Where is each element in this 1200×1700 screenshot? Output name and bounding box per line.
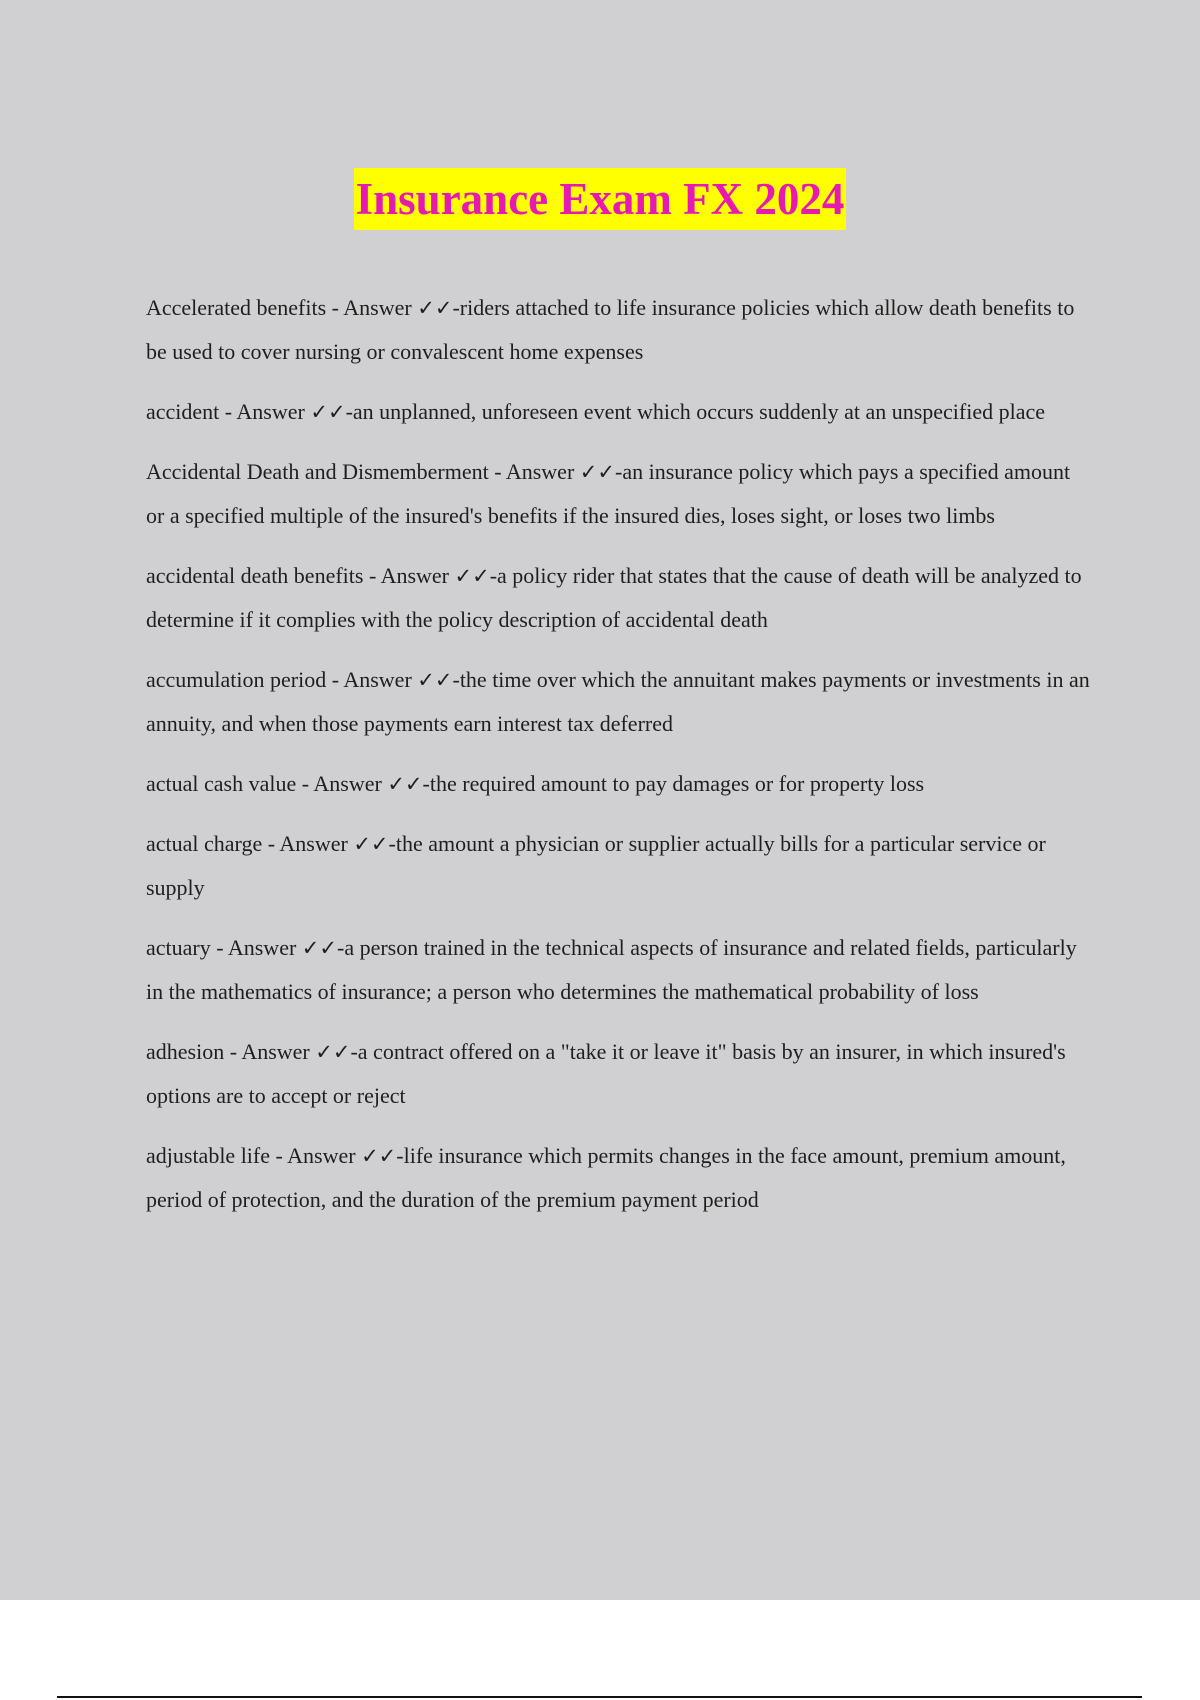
entry-term: actual charge <box>146 831 263 856</box>
answer-label: Answer <box>343 667 412 692</box>
double-check-icon: ✓✓ <box>301 936 337 960</box>
double-check-icon: ✓✓ <box>417 296 453 320</box>
double-check-icon: ✓✓ <box>579 460 615 484</box>
list-item: Accelerated benefits - Answer ✓✓-riders attached to life insurance policies which allow death benefits to be used to cover nursing or convalescent home expenses <box>146 295 1075 364</box>
entry-term: accumulation period <box>146 667 327 692</box>
entry-definition: a contract offered on a "take it or leave it" basis by an insurer, in which insured's options are to accept or reject <box>146 1039 1066 1108</box>
entry-list <box>146 286 1091 1238</box>
entry-definition: the amount a physician or supplier actually bills for a particular service or supply <box>146 831 1046 900</box>
answer-label: Answer <box>287 1143 356 1168</box>
double-check-icon: ✓✓ <box>361 1144 397 1168</box>
entry-definition: an insurance policy which pays a specified amount or a specified multiple of the insured's benefits if the insured dies, loses sight, or loses two limbs <box>146 459 1071 528</box>
answer-label: Answer <box>241 1039 310 1064</box>
entry-term: actual cash value <box>146 771 297 796</box>
double-check-icon: ✓✓ <box>310 400 346 424</box>
entry-definition: a policy rider that states that the cause of death will be analyzed to determine if it complies with the policy description of accidental death <box>146 563 1082 632</box>
answer-label: Answer <box>505 459 575 484</box>
entry-definition: a person trained in the technical aspects of insurance and related fields, particularly in the mathematics of insurance; a person who determines the mathematical probability of loss <box>146 935 1077 1004</box>
entry-term: accident <box>146 399 220 424</box>
entry-term: Accidental Death and Dismemberment <box>146 459 489 484</box>
answer-label: Answer <box>279 831 348 856</box>
entry-definition: life insurance which permits changes in the face amount, premium amount, period of protection, and the duration of the premium payment period <box>146 1143 1066 1212</box>
entry-term: accidental death benefits <box>146 563 364 588</box>
double-check-icon: ✓✓ <box>387 772 423 796</box>
double-check-icon: ✓✓ <box>417 668 453 692</box>
page-footer-area <box>0 1600 1200 1700</box>
double-check-icon: ✓✓ <box>353 832 389 856</box>
list-item: actual cash value - Answer ✓✓-the required amount to pay damages or for property loss <box>146 771 925 796</box>
entry-definition: the required amount to pay damages or for property loss <box>429 771 925 796</box>
entry-definition: the time over which the annuitant makes payments or investments in an annuity, and when those payments earn interest tax deferred <box>146 667 1090 736</box>
answer-label: Answer <box>236 399 305 424</box>
answer-label: Answer <box>380 563 450 588</box>
list-item: accumulation period - Answer ✓✓-the time over which the annuitant makes payments or investments in an annuity, and when those payments earn interest tax deferred <box>146 667 1090 736</box>
entry-term: adhesion <box>146 1039 225 1064</box>
document-title: Insurance Exam FX 2024 <box>354 168 847 230</box>
double-check-icon: ✓✓ <box>454 564 490 588</box>
list-item: adjustable life - Answer ✓✓-life insurance which permits changes in the face amount, premium amount, period of protection, and the duration of the premium payment period <box>146 1143 1066 1212</box>
title-wrap <box>0 168 1200 230</box>
list-item: actual charge - Answer ✓✓-the amount a physician or supplier actually bills for a particular service or supply <box>146 831 1046 900</box>
list-item: adhesion - Answer ✓✓-a contract offered on a "take it or leave it" basis by an insurer, in which insured's options are to accept or reject <box>146 1039 1066 1108</box>
entry-term: Accelerated benefits <box>146 295 327 320</box>
entry-definition: riders attached to life insurance policies which allow death benefits to be used to cover nursing or convalescent home expenses <box>146 295 1075 364</box>
answer-label: Answer <box>227 935 297 960</box>
list-item: accident - Answer ✓✓-an unplanned, unforeseen event which occurs suddenly at an unspecified place <box>146 399 1046 424</box>
list-item: Accidental Death and Dismemberment - Answer ✓✓-an insurance policy which pays a specified amount or a specified multiple of the insured's benefits if the insured dies, loses sight, or loses two limbs <box>146 459 1071 528</box>
entry-term: actuary <box>146 935 211 960</box>
footer-rule <box>57 1696 1142 1698</box>
list-item: accidental death benefits - Answer ✓✓-a policy rider that states that the cause of death will be analyzed to determine if it complies with the policy description of accidental death <box>146 563 1082 632</box>
entry-term: adjustable life <box>146 1143 271 1168</box>
answer-label: Answer <box>313 771 382 796</box>
list-item: actuary - Answer ✓✓-a person trained in the technical aspects of insurance and related fields, particularly in the mathematics of insurance; a person who determines the mathematical probability of loss <box>146 935 1077 1004</box>
double-check-icon: ✓✓ <box>315 1040 351 1064</box>
answer-label: Answer <box>343 295 412 320</box>
entry-definition: an unplanned, unforeseen event which occurs suddenly at an unspecified place <box>352 399 1046 424</box>
